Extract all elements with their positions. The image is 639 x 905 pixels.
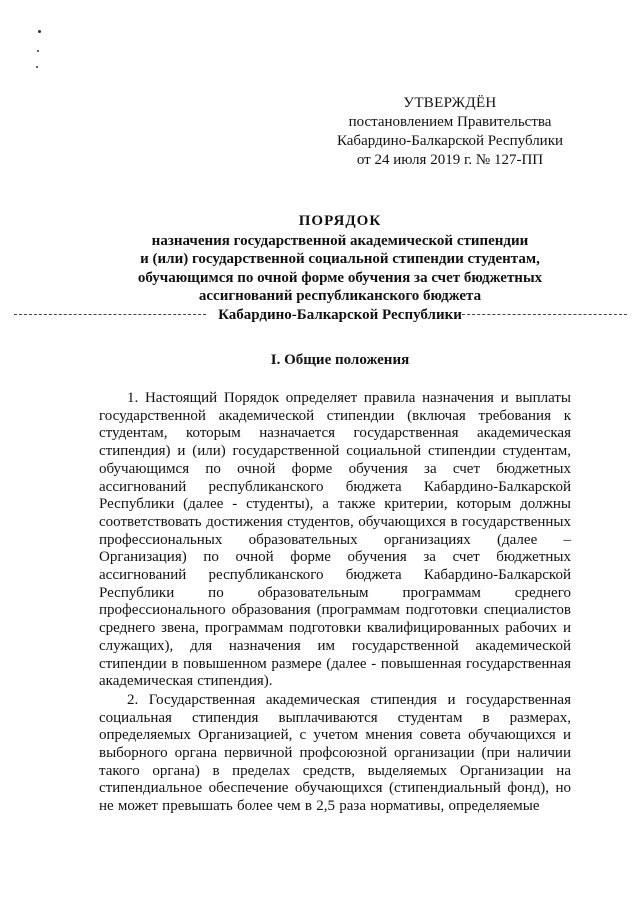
approval-line: постановлением Правительства — [348, 114, 552, 130]
separator-dashed-right — [462, 314, 627, 315]
approval-title: УТВЕРЖДЁН — [403, 95, 497, 111]
document-title: ПОРЯДОК — [298, 213, 382, 229]
separator-dashed-left — [14, 314, 206, 315]
heading-line: и (или) государственной социальной стипендии студентам, — [140, 251, 540, 267]
heading-line: Кабардино-Балкарской Республики — [218, 306, 462, 323]
scan-speck — [38, 30, 41, 33]
approval-date-number: от 24 июля 2019 г. № 127-ПП — [356, 152, 544, 168]
paragraph: 2. Государственная академическая стипендия и государственная социальная стипендия выплачиваются студентам в размерах, определяемых Организацией, с учетом мнения совета обучающихся и выборного органа первичной профсоюзной организации (при наличии такого органа) в пределах средств, выделяемых Организации на стипендиальное обеспечение обучающихся (стипендиальный фонд), но не может превышать более чем в 2,5 раза нормативы, определяемые — [99, 691, 571, 815]
approval-line: Кабардино-Балкарской Республики — [336, 133, 564, 149]
heading-line: обучающимся по очной форме обучения за счет бюджетных — [137, 269, 543, 286]
document-heading — [60, 212, 620, 324]
heading-line: ассигнований республиканского бюджета — [198, 288, 482, 304]
approval-stamp-block — [300, 94, 600, 170]
scan-speck — [37, 50, 39, 52]
paragraph: 1. Настоящий Порядок определяет правила назначения и выплаты государственной академической стипендии (включая требования к студентам, которым назначается государственная академическая стипендия) и (или) государственной социальной стипендии студентам, обучающимся по очной форме обучения за счет бюджетных ассигнований республиканского бюджета Кабардино-Балкарской Республики (далее - студенты), а также критерии, которым должны соответствовать достижения студентов, обучающихся в государственных профессиональных образовательных организациях (далее – Организация) по очной форме обучения за счет бюджетных ассигнований республиканского бюджета Кабардино-Балкарской Республики по образовательным программам среднего профессионального образования (программам подготовки специалистов среднего звена, программам подготовки квалифицированных рабочих и служащих), для назначения им государственной академической стипендии в повышенном размере (далее - повышенная государственная академическая стипендия). — [99, 390, 571, 690]
heading-line: назначения государственной академической стипендии — [151, 232, 529, 249]
scan-speck — [36, 66, 38, 68]
section-title: I. Общие положения — [270, 352, 410, 368]
document-body — [99, 390, 571, 816]
